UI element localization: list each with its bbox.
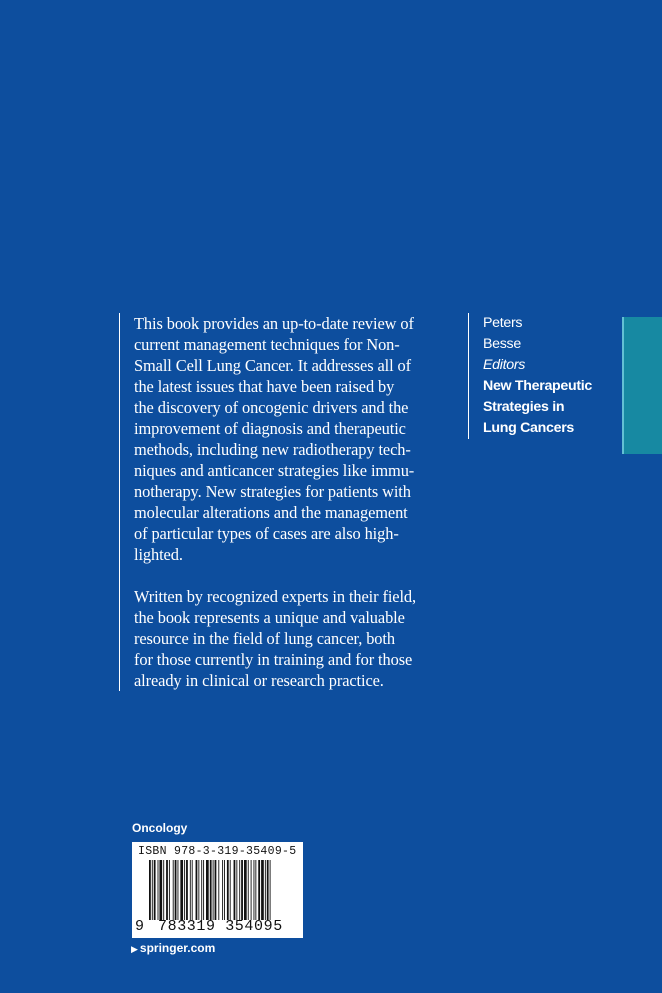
barcode-bar — [218, 860, 219, 920]
back-cover-blurb — [119, 313, 470, 691]
barcode-bar — [166, 860, 168, 920]
blurb-line: Written by recognized experts in their field, — [134, 587, 417, 606]
blurb-paragraph-1 — [134, 313, 470, 565]
arrow-right-icon: ▶ — [131, 944, 138, 954]
barcode-bar — [251, 860, 252, 920]
isbn-text: ISBN 978-3-319-35409-5 — [138, 845, 297, 858]
blurb-line: Small Cell Lung Cancer. It addresses all of — [134, 356, 412, 375]
barcode-bar — [215, 860, 217, 920]
barcode-bar — [267, 860, 269, 920]
barcode-bar — [236, 860, 237, 920]
barcode-bar — [241, 860, 243, 920]
category-label: Oncology — [132, 821, 188, 835]
barcode-bar — [230, 860, 231, 920]
blurb-line: methods, including new radiotherapy tech- — [134, 440, 411, 459]
blurb-line: notherapy. New strategies for patients with — [134, 482, 411, 501]
barcode-lead-digit: 9 — [135, 918, 145, 935]
barcode-bar — [159, 860, 162, 920]
barcode-bar — [210, 860, 212, 920]
blurb-line: of particular types of cases are also high- — [134, 524, 399, 543]
book-title-line: New Therapeutic — [483, 378, 593, 394]
blurb-line: for those currently in training and for those — [134, 650, 413, 669]
blurb-line: already in clinical or research practice. — [134, 671, 384, 690]
barcode-bar — [198, 860, 199, 920]
barcode-bar — [163, 860, 164, 920]
blurb-line: resource in the field of lung cancer, both — [134, 629, 395, 648]
barcode-bar — [158, 860, 159, 920]
barcode-bar — [248, 860, 249, 920]
barcode-bar — [180, 860, 183, 920]
editors-label: Editors — [483, 357, 526, 373]
barcode-bar — [184, 860, 185, 920]
barcode-bar — [224, 860, 225, 920]
barcode-bar — [186, 860, 188, 920]
book-title-line: Strategies in — [483, 399, 565, 415]
barcode-bar — [190, 860, 191, 920]
barcode-bar — [239, 860, 240, 920]
blurb-line: niques and anticancer strategies like immu- — [134, 461, 415, 480]
book-title-line: Lung Cancers — [483, 420, 575, 436]
barcode-bar — [261, 860, 264, 920]
barcode-bar — [234, 860, 236, 920]
publisher-link-label: springer.com — [139, 941, 216, 955]
isbn-barcode — [132, 842, 303, 938]
barcode-digits: 783319 354095 — [158, 918, 283, 935]
barcode-bar — [175, 860, 177, 920]
barcode-bar — [203, 860, 204, 920]
blurb-line: lighted. — [134, 545, 183, 564]
barcode-bar — [265, 860, 266, 920]
blurb-paragraph-2 — [134, 586, 470, 691]
barcode-bar — [206, 860, 209, 920]
blurb-line: the discovery of oncogenic drivers and the — [134, 398, 409, 417]
blurb-line: molecular alterations and the management — [134, 503, 408, 522]
blurb-line: the book represents a unique and valuable — [134, 608, 405, 627]
barcode-bar — [173, 860, 174, 920]
barcode-bar — [201, 860, 202, 920]
barcode-bar — [192, 860, 193, 920]
barcode-bar — [244, 860, 247, 920]
barcode-bar — [270, 860, 271, 920]
publisher-link[interactable] — [131, 941, 215, 955]
barcode-bar — [149, 860, 151, 920]
barcode-bar — [227, 860, 229, 920]
blurb-line: the latest issues that have been raised by — [134, 377, 395, 396]
editor-name: Besse — [483, 336, 521, 352]
barcode-bar — [178, 860, 179, 920]
barcode-bar — [222, 860, 223, 920]
barcode-bar — [152, 860, 153, 920]
accent-bar — [622, 317, 662, 454]
barcode-bar — [196, 860, 198, 920]
editor-name: Peters — [483, 315, 523, 331]
book-info-sidebar — [468, 313, 633, 439]
blurb-line: improvement of diagnosis and therapeutic — [134, 419, 406, 438]
barcode-bar — [213, 860, 214, 920]
barcode-bar — [154, 860, 156, 920]
barcode-bars — [149, 860, 291, 920]
barcode-bar — [255, 860, 256, 920]
blurb-line: current management techniques for Non- — [134, 335, 400, 354]
blurb-line: This book provides an up-to-date review of — [134, 314, 414, 333]
barcode-bar — [258, 860, 260, 920]
barcode-bar — [169, 860, 170, 920]
barcode-bar — [254, 860, 255, 920]
